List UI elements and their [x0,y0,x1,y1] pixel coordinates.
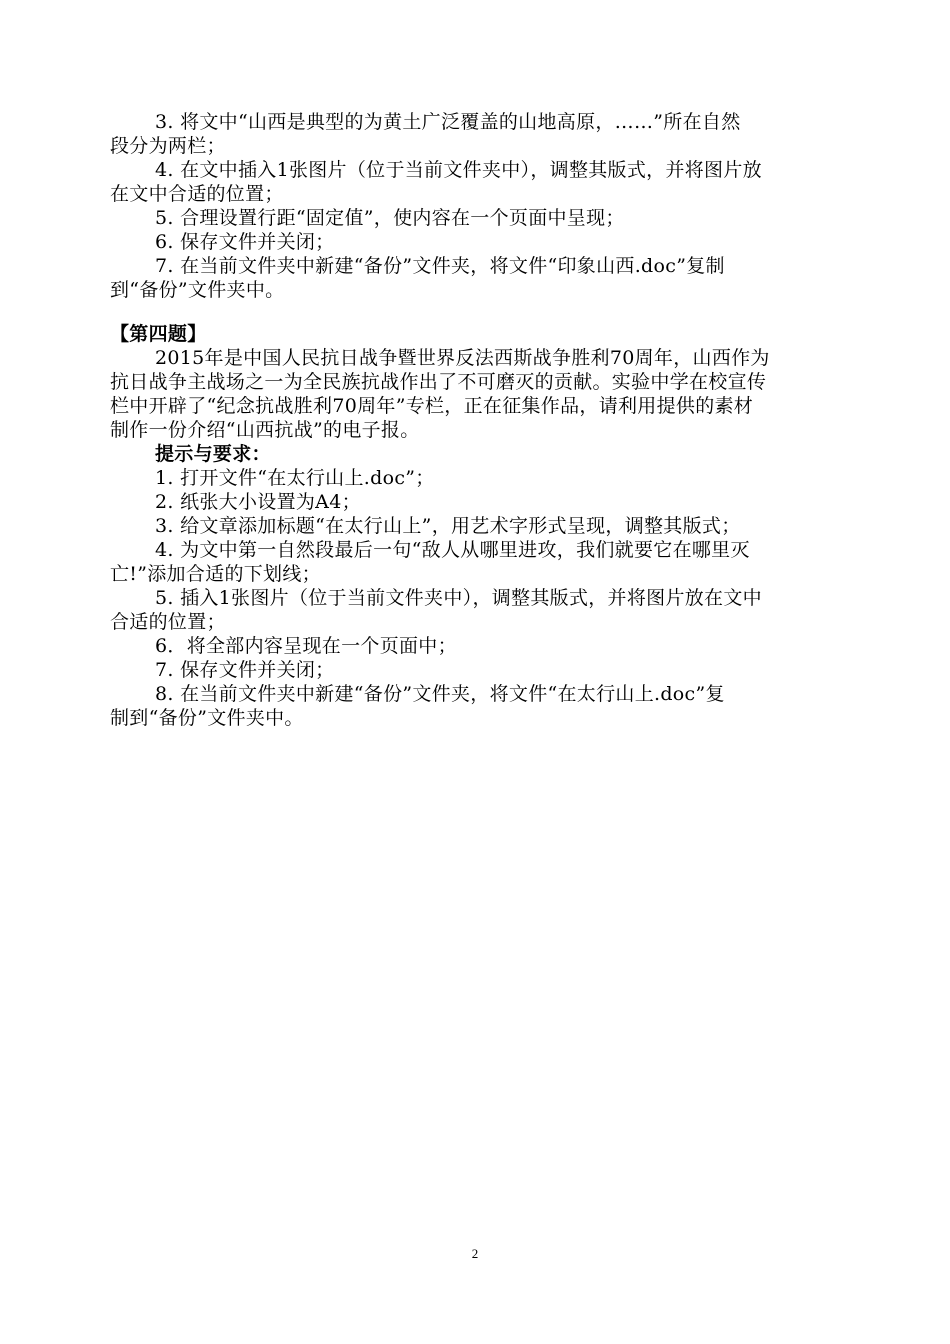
list-item: 3. 给文章添加标题“在太行山上”，用艺术字形式呈现，调整其版式； [155,515,741,537]
list-item-continuation: 段分为两栏； [110,135,226,157]
list-item: 3. 将文中“山西是典型的为黄土广泛覆盖的山地高原，……”所在自然 [155,111,741,133]
list-item-continuation: 合适的位置； [110,611,226,633]
list-item: 4. 为文中第一自然段最后一句“敌人从哪里进攻，我们就要它在哪里灭 [155,539,750,561]
section-heading: 【第四题】 [110,323,207,345]
list-item-continuation: 在文中合适的位置； [110,183,284,205]
list-item-continuation: 亡!”添加合适的下划线； [110,563,321,585]
list-item: 6. 保存文件并关闭； [155,231,335,253]
list-item: 8. 在当前文件夹中新建“备份”文件夹，将文件“在太行山上.doc”复 [155,683,725,705]
intro-paragraph-line: 抗日战争主战场之一为全民族抗战作出了不可磨灭的贡献。实验中学在校宣传 [110,371,767,393]
section-4 [110,322,862,730]
list-item: 7. 保存文件并关闭； [155,659,335,681]
list-item: 6．将全部内容呈现在一个页面中； [155,635,457,657]
list-item-continuation: 制到“备份”文件夹中。 [110,707,304,729]
list-item: 2. 纸张大小设置为A4； [155,491,361,513]
list-item-continuation: 到“备份”文件夹中。 [110,279,285,301]
intro-paragraph-line: 制作一份介绍“山西抗战”的电子报。 [110,419,420,441]
list-item: 1. 打开文件“在太行山上.doc”； [155,467,435,489]
list-item: 5. 合理设置行距“固定值”，使内容在一个页面中呈现； [155,207,625,229]
list-item: 5. 插入1张图片（位于当前文件夹中），调整其版式，并将图片放在文中 [155,587,762,609]
requirements-title: 提示与要求： [155,443,271,465]
page-number: 2 [471,1246,479,1261]
intro-paragraph-line: 2015年是中国人民抗日战争暨世界反法西斯战争胜利70周年，山西作为 [155,347,770,369]
section-3-continuation [110,110,862,302]
list-item: 4. 在文中插入1张图片（位于当前文件夹中），调整其版式，并将图片放 [155,159,762,181]
section-spacer [110,302,862,322]
intro-paragraph-line: 栏中开辟了“纪念抗战胜利70周年”专栏，正在征集作品，请利用提供的素材 [110,395,754,417]
list-item: 7. 在当前文件夹中新建“备份”文件夹，将文件“印象山西.doc”复制 [155,255,725,277]
document-body [110,110,862,730]
